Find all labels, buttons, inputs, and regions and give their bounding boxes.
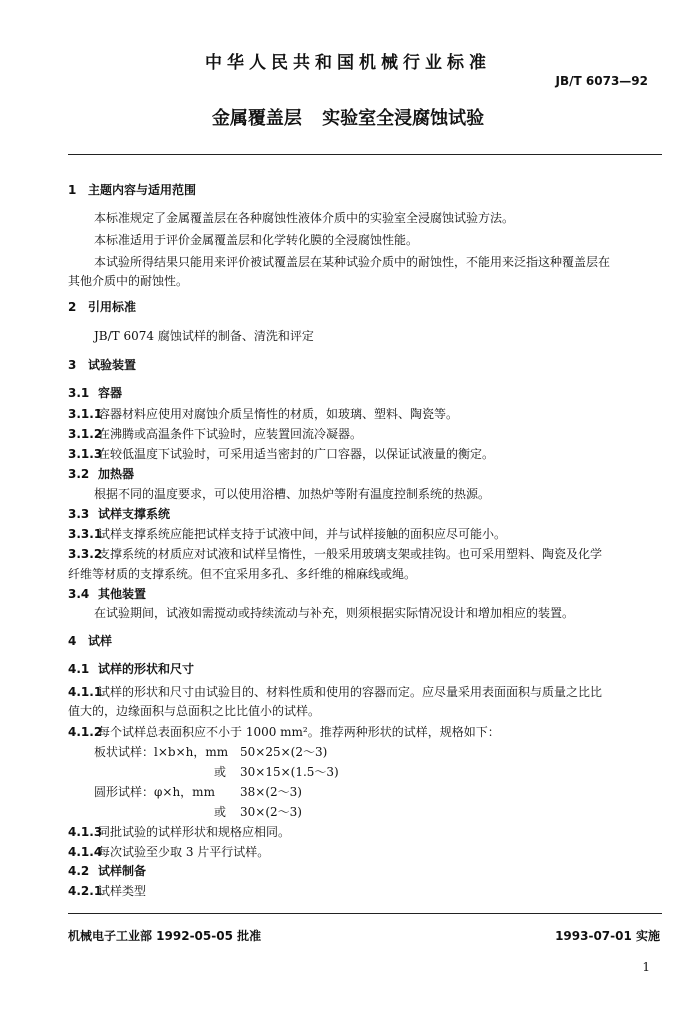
item-4-1-1b: 值大的，边缘面积与总面积之比比值小的试样。 (68, 704, 321, 718)
plate-specimen-label: 板状试样：l×b×h，mm (94, 745, 229, 759)
section-1-para-2: 本标准适用于评价金属覆盖层和化学转化膜的全浸腐蚀性能。 (94, 233, 419, 247)
item-4-2-1: 4.2.1试样类型 (68, 884, 147, 898)
section-1-para-3b: 其他介质中的耐蚀性。 (68, 274, 189, 288)
item-4-1-4: 4.1.4每次试验至少取 3 片平行试样。 (68, 845, 270, 859)
section-1-heading: 1 主题内容与适用范围 (68, 183, 197, 197)
or-label-2: 或 (214, 805, 227, 819)
header-divider (68, 154, 662, 155)
standard-title: 中华人民共和国机械行业标准 (205, 53, 491, 73)
round-specimen-label: 圆形试样：φ×h，mm (94, 785, 215, 799)
item-3-1-2: 3.1.2在沸腾或高温条件下试验时，应装置回流冷凝器。 (68, 427, 363, 441)
page-number: 1 (642, 960, 650, 974)
plate-specimen-size-1: 50×25×(2～3) (240, 745, 328, 759)
section-3-4-heading: 3.4 其他装置 (68, 587, 147, 601)
section-1-para-3a: 本试验所得结果只能用来评价被试覆盖层在某种试验介质中的耐蚀性，不能用来泛指这种覆盖层在 (94, 255, 611, 269)
section-3-2-text: 根据不同的温度要求，可以使用浴槽、加热炉等附有温度控制系统的热源。 (94, 487, 491, 501)
section-3-1-heading: 3.1 容器 (68, 386, 123, 400)
section-3-3-heading: 3.3 试样支撑系统 (68, 507, 171, 521)
effective-date: 1993-07-01 实施 (555, 929, 660, 943)
standard-code: JB/T 6073—92 (555, 74, 648, 88)
section-4-1-heading: 4.1 试样的形状和尺寸 (68, 662, 195, 676)
round-specimen-size-2: 30×(2～3) (240, 805, 302, 819)
item-4-1-2: 4.1.2每个试样总表面积应不小于 1000 mm²。推荐两种形状的试样，规格如下： (68, 725, 500, 739)
section-1-para-1: 本标准规定了金属覆盖层在各种腐蚀性液体介质中的实验室全浸腐蚀试验方法。 (94, 211, 515, 225)
section-3-heading: 3 试验装置 (68, 358, 137, 372)
item-3-3-2a: 3.3.2支撑系统的材质应对试液和试样呈惰性，一般采用玻璃支架或挂钩。也可采用塑料、陶瓷及化学 (68, 547, 603, 561)
or-label-1: 或 (214, 765, 227, 779)
reference-jbt6074: JB/T 6074 腐蚀试样的制备、清洗和评定 (94, 329, 314, 343)
item-3-3-2b: 纤维等材质的支撑系统。但不宜采用多孔、多纤维的棉麻线或绳。 (68, 567, 417, 581)
item-3-3-1: 3.3.1试样支撑系统应能把试样支持于试液中间，并与试样接触的面积应尽可能小。 (68, 527, 507, 541)
section-3-2-heading: 3.2 加热器 (68, 467, 135, 481)
section-4-2-heading: 4.2 试样制备 (68, 864, 147, 878)
item-4-1-1a: 4.1.1试样的形状和尺寸由试验目的、材料性质和使用的容器而定。应尽量采用表面面积与质量之比比 (68, 685, 603, 699)
item-3-1-3: 3.1.3在较低温度下试验时，可采用适当密封的广口容器，以保证试液量的衡定。 (68, 447, 495, 461)
footer-divider (68, 913, 662, 914)
round-specimen-size-1: 38×(2～3) (240, 785, 302, 799)
section-2-heading: 2 引用标准 (68, 300, 137, 314)
item-4-1-3: 4.1.3同批试验的试样形状和规格应相同。 (68, 825, 291, 839)
document-title: 金属覆盖层 实验室全浸腐蚀试验 (211, 108, 485, 129)
item-3-1-1: 3.1.1容器材料应使用对腐蚀介质呈惰性的材质，如玻璃、塑料、陶瓷等。 (68, 407, 459, 421)
approval-date: 机械电子工业部 1992-05-05 批准 (68, 929, 262, 943)
plate-specimen-size-2: 30×15×(1.5～3) (240, 765, 339, 779)
section-4-heading: 4 试样 (68, 634, 113, 648)
section-3-4-text: 在试验期间，试液如需搅动或持续流动与补充，则须根据实际情况设计和增加相应的装置。 (94, 606, 575, 620)
